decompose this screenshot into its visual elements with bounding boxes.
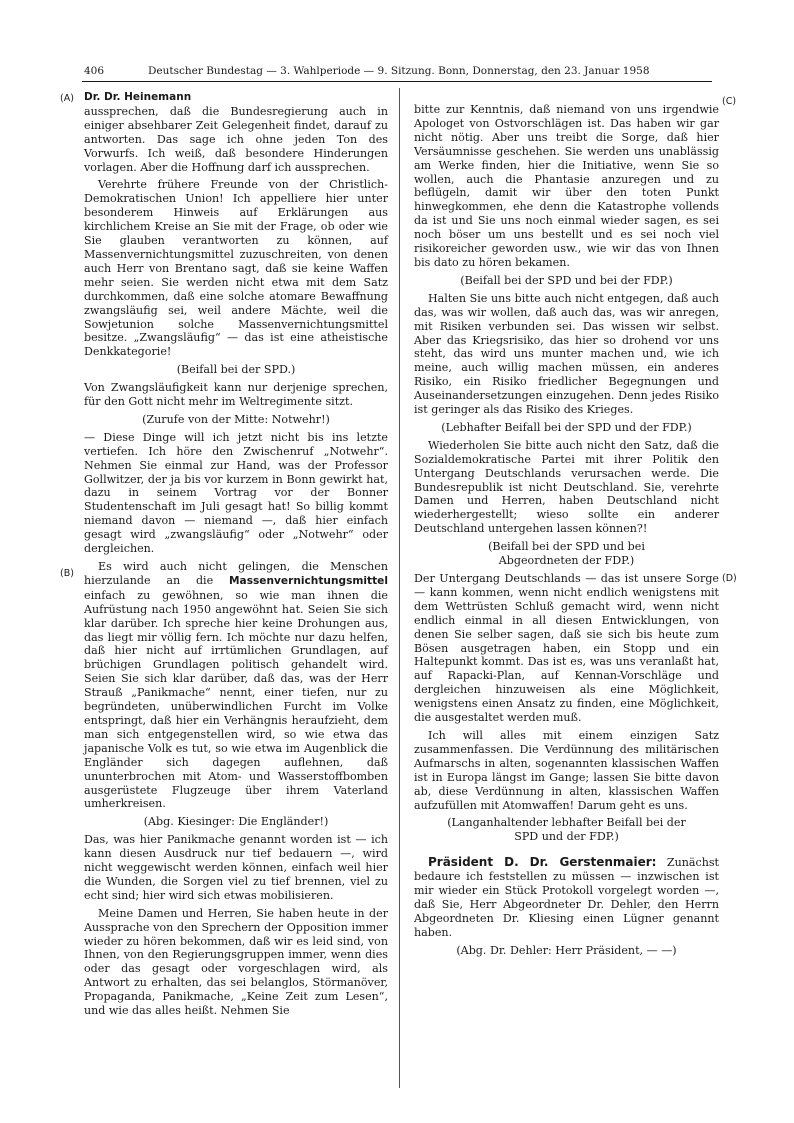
page-number: 406 [84, 65, 105, 77]
interjection: (Beifall bei der SPD.) [176, 363, 296, 377]
interjection: (Zurufe von der Mitte: Notwehr!) [142, 412, 330, 426]
paragraph: aussprechen, daß die Bundesregierung auch in einiger absehbarer Zeit Gelegenheit findet, darauf zu antworten. Das sage ich ohne jeden Ton des Vorwurfs. Ich weiß, daß besondere Hinderungen vorlagen. Aber die Hoffnung darf ich aussprechen. [84, 104, 388, 174]
paragraph: Es wird auch nicht gelingen, die Menschen hierzulande an die Massenvernichtungsmittel einfach zu gewöhnen, so wie man ihnen die Aufrüstung nach 1950 angewöhnt hat. Seien Sie sich klar darüber. Ich spreche hier keine Drohungen aus, das liegt mir völlig fern. Ich möchte nur dazu helfen, daß hier nicht auf irrtümlichen Grundlagen, auf brüchigen Grundlagen politisch gehandelt wird. Seien Sie sich klar darüber, daß das, was der Herr Strauß „Panikmache“ nennt, einer tiefen, nur zu begründeten, unüberwindlichen Furcht im Volke entspringt, daß hier ein Verhängnis heraufzieht, dem man sich entgegenstellen wird, so wie etwa das japanische Volk es tut, so wie etwa im Augenblick die Engländer sich dagegen auflehnen, daß ununterbrochen mit Atom- und Wasserstoffbomben ausgerüstete Flugzeuge über ihrem Vaterland umherkreisen. [84, 560, 388, 811]
header-rule [82, 81, 712, 82]
interjection: (Beifall bei der SPD und bei der FDP.) [460, 273, 673, 287]
left-column [84, 90, 388, 1018]
interjection: (Langanhaltender lebhafter Beifall bei der SPD und der FDP.) [447, 816, 686, 844]
paragraph: Präsident D. Dr. Gerstenmaier: Zunächst bedaure ich feststellen zu müssen — inzwischen ist mir wieder ein Stück Protokoll vorgelegt worden —, daß Sie, Herr Abgeordneter Dr. Dehler, den Herrn Abgeordneten Dr. Kliesing einen Lügner genannt haben. [414, 855, 719, 939]
interjection: (Beifall bei der SPD und bei Abgeordneten der FDP.) [488, 540, 645, 568]
paragraph: Von Zwangsläufigkeit kann nur derjenige sprechen, für den Gott nicht mehr im Weltregimente sitzt. [84, 381, 388, 409]
paragraph: Verehrte frühere Freunde von der Christlich-Demokratischen Union! Ich appelliere hier unter besonderem Hinweis auf Erklärungen aus kirchlichem Kreise an Sie mit der Frage, ob oder wie Sie glauben verantworten zu können, auf Massenvernichtungsmittel zuzuschreiten, von denen auch Herr von Brentano sagt, daß sie keine Waffen mehr seien. Sie werden nicht etwa mit dem Satz durchkommen, daß eine solche atomare Bewaffnung zwangsläufig sei, weil andere Mächte, weil die Sowjetunion solche Massenvernichtungsmittel besitze. „Zwangsläufig“ — das ist eine atheistische Denkkategorie! [84, 178, 388, 359]
paragraph: Ich will alles mit einem einzigen Satz zusammenfassen. Die Verdünnung des militärischen Aufmarschs in alten, sogenannten klassischen Waffen ist in Europa längst im Gange; lassen Sie bitte davon ab, diese Verdünnung in alten, klassischen Waffen aufzufüllen mit Atomwaffen! Darum geht es uns. [414, 728, 719, 812]
paragraph: Der Untergang Deutschlands — das ist unsere Sorge — kann kommen, wenn nicht endlich wenigstens mit dem Wettrüsten Schluß gemacht wird, wenn nicht endlich einmal in all diesen Entwicklungen, von denen Sie selber sagen, daß sie sich bis heute zum Bösen ausgetragen haben, ein Stopp und ein Haltepunkt kommt. Das ist es, was uns veranlaßt hat, auf Rapacki-Plan, auf Kennan-Vorschläge und dergleichen hinzuweisen als eine Möglichkeit, wenigstens einen Ansatz zu finden, eine Möglichkeit, die ausgestaltet werden muß. [414, 572, 719, 725]
running-head: Deutscher Bundestag — 3. Wahlperiode — 9. Sitzung. Bonn, Donnerstag, den 23. Januar 1958 [148, 65, 650, 77]
paragraph: Wiederholen Sie bitte auch nicht den Satz, daß die Sozialdemokratische Partei mit ihrer Politik den Untergang Deutschlands verursachen werde. Die Bundesrepublik ist nicht Deutschland. Sie, verehrte Damen und Herren, haben Deutschland nicht wiederhergestellt; wieso sollte ein anderer Deutschland untergehen lassen können?! [414, 438, 719, 536]
speaker-name: Präsident D. Dr. Gerstenmaier: [428, 855, 657, 870]
margin-mark-a: (A) [60, 93, 74, 104]
right-column [414, 103, 719, 962]
margin-mark-d: (D) [722, 573, 737, 584]
emphasis-term: Massenvernichtungsmittel [229, 574, 388, 587]
column-divider [399, 88, 400, 1088]
paragraph: — Diese Dinge will ich jetzt nicht bis ins letzte vertiefen. Ich höre den Zwischenruf „Notwehr“. Nehmen Sie einmal zur Hand, was der Professor Gollwitzer, der ja bis vor kurzem in Bonn gewirkt hat, dazu in seinem Vortrag vor der Bonner Studentenschaft im Juli gesagt hat! So billig kommt niemand davon — niemand —, daß hier einfach gesagt wird „zwangsläufig“ oder „Notwehr“ oder dergleichen. [84, 430, 388, 556]
interjection: (Abg. Kiesinger: Die Engländer!) [143, 815, 329, 829]
speaker-name: Dr. Dr. Heinemann [84, 91, 192, 103]
margin-mark-b: (B) [60, 568, 74, 579]
margin-mark-c: (C) [722, 96, 737, 107]
interjection: (Lebhafter Beifall bei der SPD und der FDP.) [441, 420, 692, 434]
paragraph: Das, was hier Panikmache genannt worden ist — ich kann diesen Ausdruck nur tief bedauern —, wird nicht weggewischt werden können, einfach weil hier die Wunden, die Sorgen viel zu tief brennen, viel zu echt sind; hier wird sich etwas mobilisieren. [84, 833, 388, 902]
paragraph: bitte zur Kenntnis, daß niemand von uns irgendwie Apologet von Ostvorschlägen ist. Das haben wir gar nicht nötig. Aber uns treibt die Sorge, daß hier Versäumnisse geschehen. Sie werden uns unablässig am Werke finden, hier die Initiative, wenn Sie so wollen, auch die Phantasie anzuregen und zu beflügeln, damit wir über den toten Punkt hinwegkommen, ehe denn die Katastrophe vollends da ist und Sie uns noch einmal wieder sagen, es sei noch böser um uns bestellt und es sei noch viel risikoreicher geworden usw., wie wir das von Ihnen bis dato zu hören bekamen. [414, 103, 719, 269]
paragraph: Meine Damen und Herren, Sie haben heute in der Aussprache von den Sprechern der Opposition immer wieder zu hören bekommen, daß wir es leid sind, von Ihnen, von den Regierungsgruppen immer, wenn dies oder das gesagt oder vorgeschlagen wird, als Antwort zu erhalten, das sei belanglos, Störmanöver, Propaganda, Panikmache, „Keine Zeit zum Lesen“, und wie das alles heißt. Nehmen Sie [84, 906, 388, 1018]
paragraph: Halten Sie uns bitte auch nicht entgegen, daß auch das, was wir wollen, daß auch das, was wir anregen, mit Risiken verbunden sei. Das wissen wir selbst. Aber das Kriegsrisiko, das hier so drohend vor uns steht, das wird uns munter machen und, wie ich meine, auch willig machen müssen, ein anderes Risiko, ein Risiko friedlicher Begegnungen und Auseinandersetzungen einzugehen. Denn jedes Risiko ist geringer als das Risiko des Krieges. [414, 291, 719, 417]
interjection: (Abg. Dr. Dehler: Herr Präsident, — —) [456, 943, 677, 957]
